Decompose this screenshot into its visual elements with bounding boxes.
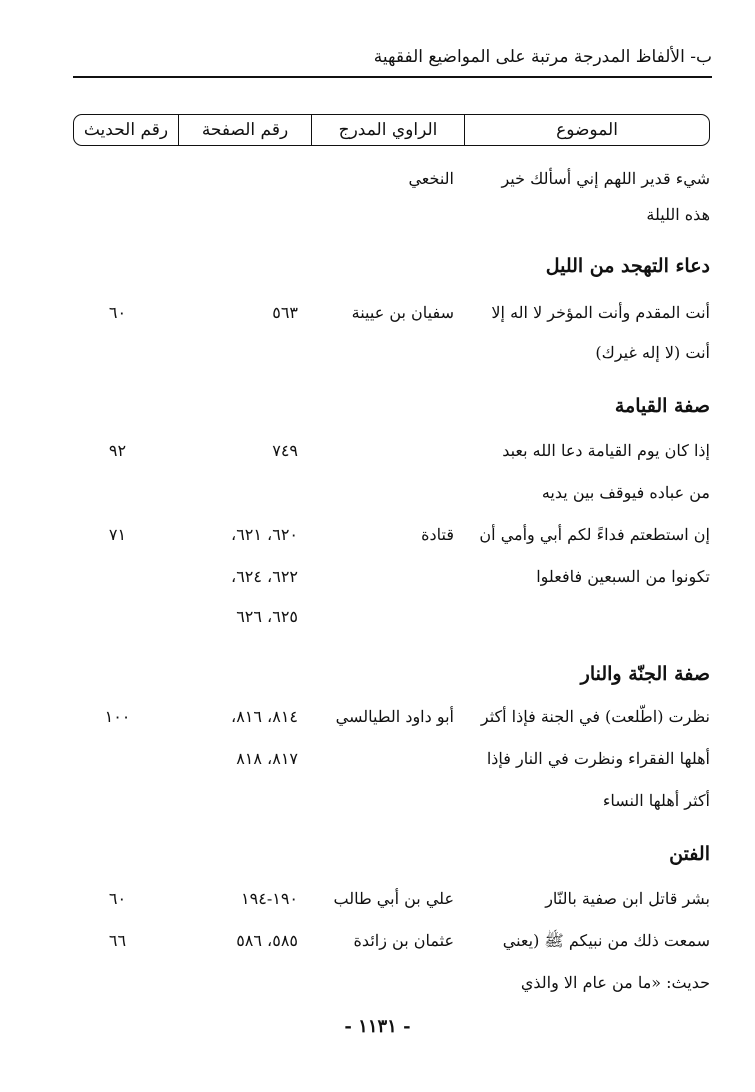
entry-hadith: ١٠٠: [104, 707, 131, 726]
entry-topic: من عباده فيوقف بين يديه: [541, 483, 710, 502]
entry-narrator: النخعي: [408, 169, 454, 188]
entry-row: [73, 784, 710, 818]
entry-narrator: علي بن أبي طالب: [333, 889, 454, 908]
entry-page: ٨١٧، ٨١٨: [236, 749, 298, 768]
entry-page: ٨١٤، ٨١٦،: [231, 707, 298, 726]
entry-narrator: عثمان بن زائدة: [353, 931, 454, 950]
entry-row: [73, 700, 710, 734]
running-head: ب- الألفاظ المدرجة مرتبة على المواضيع الفقهية: [373, 47, 712, 67]
entry-page: ٦٢٢، ٦٢٤،: [231, 567, 298, 586]
entry-page: ١٩٠-١٩٤: [241, 889, 298, 908]
entry-row: [73, 600, 710, 634]
entry-row: [73, 198, 710, 232]
entry-row: [73, 434, 710, 468]
entry-row: [73, 336, 710, 370]
column-narrator: الراوي المدرج: [311, 115, 464, 145]
entry-topic: إن استطعتم فداءً لكم أبي وأمي أن: [479, 525, 710, 544]
entry-topic: أنت (لا إله غيرك): [595, 343, 710, 362]
entry-hadith: ٦٦: [108, 931, 127, 950]
entry-page: ٥٦٣: [272, 303, 298, 322]
entry-row: [73, 162, 710, 196]
entry-row: [73, 882, 710, 916]
entry-hadith: ٦٠: [108, 889, 127, 908]
entry-row: [73, 924, 710, 958]
entry-topic: نظرت (اطّلعت) في الجنة فإذا أكثر: [480, 707, 710, 726]
entry-page: ٧٤٩: [272, 441, 298, 460]
entry-hadith: ٦٠: [108, 303, 127, 322]
entry-row: [73, 518, 710, 552]
entry-row: [73, 296, 710, 330]
entry-topic: تكونوا من السبعين فافعلوا: [536, 567, 710, 586]
entry-narrator: سفيان بن عيينة: [351, 303, 454, 322]
entry-row: [73, 742, 710, 776]
entry-row: [73, 560, 710, 594]
entry-page: ٦٢٥، ٦٢٦: [236, 607, 298, 626]
entry-topic: إذا كان يوم القيامة دعا الله بعبد: [502, 441, 710, 460]
page-number: - ١١٣١ -: [344, 1016, 411, 1037]
entry-topic: أهلها الفقراء ونظرت في النار فإذا: [486, 749, 710, 768]
column-page: رقم الصفحة: [178, 115, 311, 145]
entry-page: ٥٨٥، ٥٨٦: [236, 931, 298, 950]
entry-row: [73, 476, 710, 510]
column-topic: الموضوع: [464, 115, 709, 145]
entry-topic: سمعت ذلك من نبيكم ﷺ (يعني: [502, 931, 710, 950]
entry-hadith: ٩٢: [108, 441, 127, 460]
entry-narrator: قتادة: [421, 525, 454, 544]
entry-topic: بشر قاتل ابن صفية بالنّار: [545, 889, 710, 908]
entry-row: [73, 966, 710, 1000]
entry-topic: أنت المقدم وأنت المؤخر لا اله إلا: [491, 303, 710, 322]
entry-narrator: أبو داود الطيالسي: [335, 707, 454, 726]
entry-topic: هذه الليلة: [646, 205, 710, 224]
section-title: دعاء التهجد من الليل: [545, 255, 710, 277]
entry-page: ٦٢٠، ٦٢١،: [231, 525, 298, 544]
entry-topic: أكثر أهلها النساء: [602, 791, 710, 810]
column-hadith: رقم الحديث: [83, 120, 169, 140]
section-title: صفة الجنّة والنار: [580, 663, 710, 685]
entry-hadith: ٧١: [108, 525, 127, 544]
entry-topic: شيء قدير اللهم إني أسألك خير: [501, 169, 710, 188]
section-title: صفة القيامة: [614, 395, 710, 417]
entry-topic: حديث: «ما من عام الا والذي: [520, 973, 710, 992]
section-title: الفتن: [669, 843, 710, 865]
